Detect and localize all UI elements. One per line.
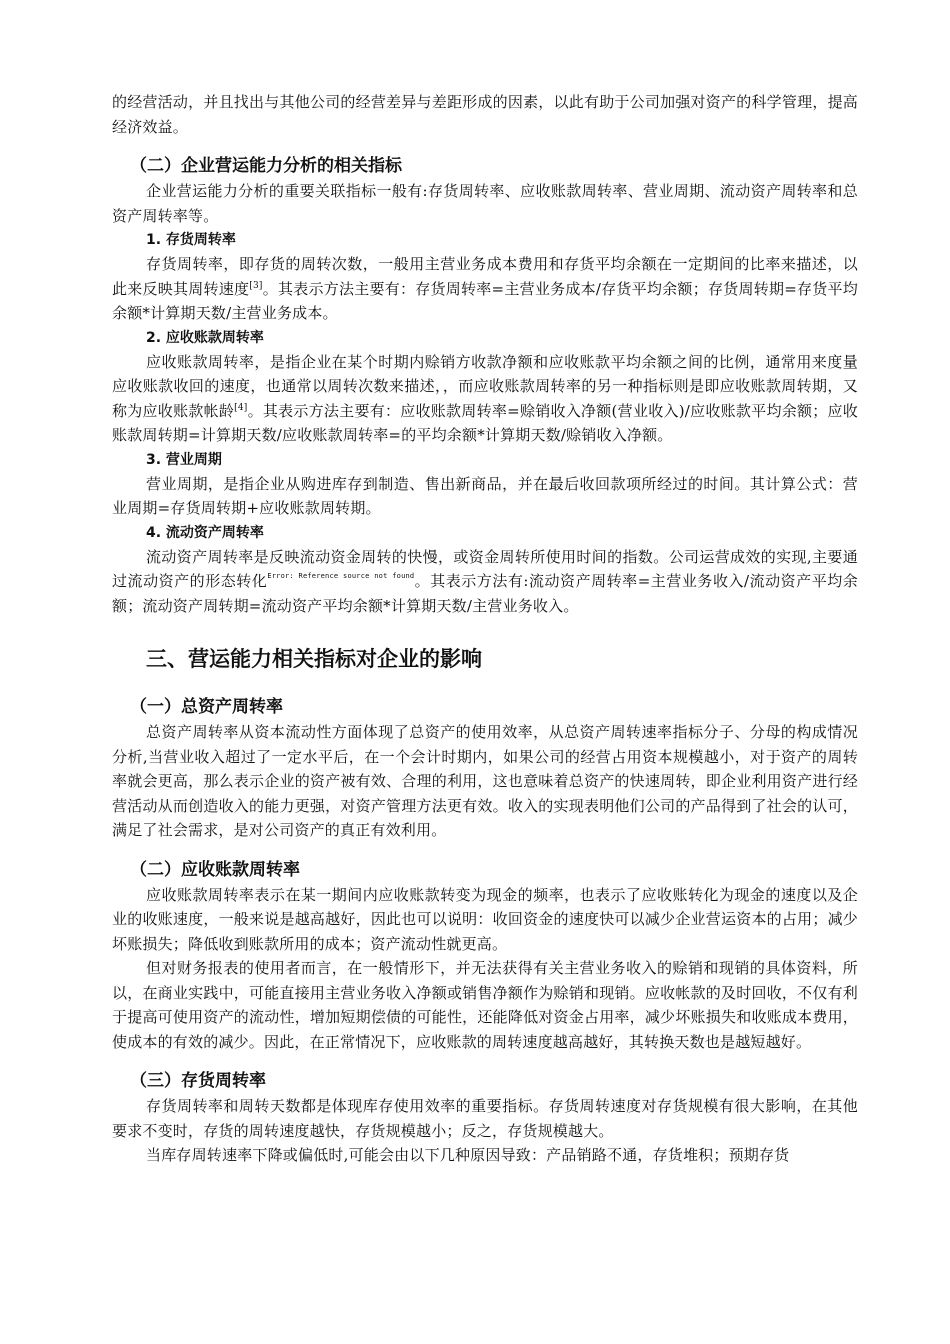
item-heading-receivables-turnover: 2. 应收账款周转率: [146, 329, 264, 346]
paragraph-text: 流动资产周转率是反映流动资金周转的快慢，或资金周转所使用时间的指数。公司运营成效的实现,主要通过流动资产的形态转化: [112, 547, 858, 590]
section-heading-indicators: （二）企业营运能力分析的相关指标: [130, 156, 402, 176]
chapter-heading-impact: 三、营运能力相关指标对企业的影响: [146, 647, 482, 671]
item-heading-current-asset-turnover: 4. 流动资产周转率: [146, 524, 264, 541]
inventory-turnover-paragraph: [112, 252, 858, 326]
receivables-turnover-paragraph: [112, 350, 858, 448]
inventory-paragraph-2: 当库存周转速率下降或偏低时,可能会由以下几种原因导致：产品销路不通，存货堆积；预期存货: [146, 1146, 790, 1164]
receivables-paragraph-1: 应收账款周转率表示在某一期间内应收账款转变为现金的频率，也表示了应收账转化为现金的速度以及企业的收账速度，一般来说是越高越好，因此也可以说明：收回资金的速度快可以减少企业营运资本的占用；减少坏账损失；降低收到账款所用的成本；资产流动性就更高。: [112, 885, 858, 953]
indicators-intro-paragraph: 企业营运能力分析的重要关联指标一般有:存货周转率、应收账款周转率、营业周期、流动资产周转率和总资产周转率等。: [112, 182, 858, 225]
item-heading-operating-cycle: 3. 营业周期: [146, 451, 222, 468]
total-asset-turnover-paragraph: 总资产周转率从资本流动性方面体现了总资产的使用效率，从总资产周转速率指标分子、分母的构成情况分析,当营业收入超过了一定水平后，在一个会计时期内，如果公司的经营占用资本规模越小，对于资产的周转率就会更高，那么表示企业的资产被有效、合理的利用，这也意味着总资产的快速周转，即企业利用资产进行经营活动从而创造收入的能力更强，对资产管理方法更有效。收入的实现表明他们公司的产品得到了社会的认可，满足了社会需求，是对公司资产的真正有效利用。: [112, 723, 858, 839]
current-asset-turnover-paragraph: [112, 545, 858, 619]
paragraph-text: 应收账款周转率，是指企业在某个时期内赊销方收款净额和应收账款平均余额之间的比例，通常用来度量应收账款收回的速度，也通常以周转次数来描述，，而应收账款周转率的另一种指标则是即应收账款周转期，又称为应收账款帐龄: [112, 352, 858, 420]
paragraph-text: 。其表示方法主要有：应收账款周转率=赊销收入净额(营业收入)/应收账款平均余额；应收账款周转期=计算期天数/应收账款周转率=的平均余额*计算期天数/赊销收入净额。: [112, 401, 858, 444]
paragraph-text: 存货周转率，即存货的周转次数，一般用主营业务成本费用和存货平均余额在一定期间的比率来描述，以此来反映其周转速度: [112, 255, 858, 298]
paragraph-text: 。其表示方法有:流动资产周转率=主营业务收入/流动资产平均余额；流动资产周转期=流动资产平均余额*计算期天数/主营业务收入。: [112, 572, 858, 615]
intro-paragraph: 的经营活动，并且找出与其他公司的经营差异与差距形成的因素，以此有助于公司加强对资产的科学管理，提高经济效益。: [112, 93, 858, 136]
operating-cycle-paragraph: 营业周期，是指企业从购进库存到制造、售出新商品，并在最后收回款项所经过的时间。其计算公式：营业周期=存货周转期+应收账款周转期。: [112, 474, 858, 517]
inventory-paragraph-1: 存货周转率和周转天数都是体现库存使用效率的重要指标。存货周转速度对存货规模有很大影响，在其他要求不变时，存货的周转速度越快，存货规模越小；反之，存货规模越大。: [112, 1097, 858, 1140]
citation-ref[interactable]: [3]: [249, 280, 263, 291]
receivables-paragraph-2: 但对财务报表的使用者而言，在一般情形下，并无法获得有关主营业务收入的赊销和现销的具体资料，所以，在商业实践中，可能直接用主营业务收入净额或销售净额作为赊销和现销。应收帐款的及时回收，不仅有利于提高可使用资产的流动性，增加短期偿债的可能性，还能降低对资金占用率，减少坏账损失和收账成本费用，使成本的有效的减少。因此，在正常情况下，应收账款的周转速度越高越好，其转换天数也是越短越好。: [112, 959, 858, 1051]
document-page: [112, 90, 858, 1168]
section-heading-inventory-turnover: （三）存货周转率: [130, 1071, 266, 1091]
reference-error-note: Error: Reference source not found: [267, 572, 415, 580]
item-heading-inventory-turnover: 1. 存货周转率: [146, 232, 236, 248]
section-heading-total-asset-turnover: （一）总资产周转率: [130, 697, 283, 717]
paragraph-text: 。其表示方法主要有：存货周转率=主营业务成本/存货平均余额；存货周转期=存货平均余额*计算期天数/主营业务成本。: [112, 279, 858, 322]
section-heading-receivables-turnover: （二）应收账款周转率: [130, 859, 300, 880]
citation-ref[interactable]: [4]: [234, 402, 248, 413]
